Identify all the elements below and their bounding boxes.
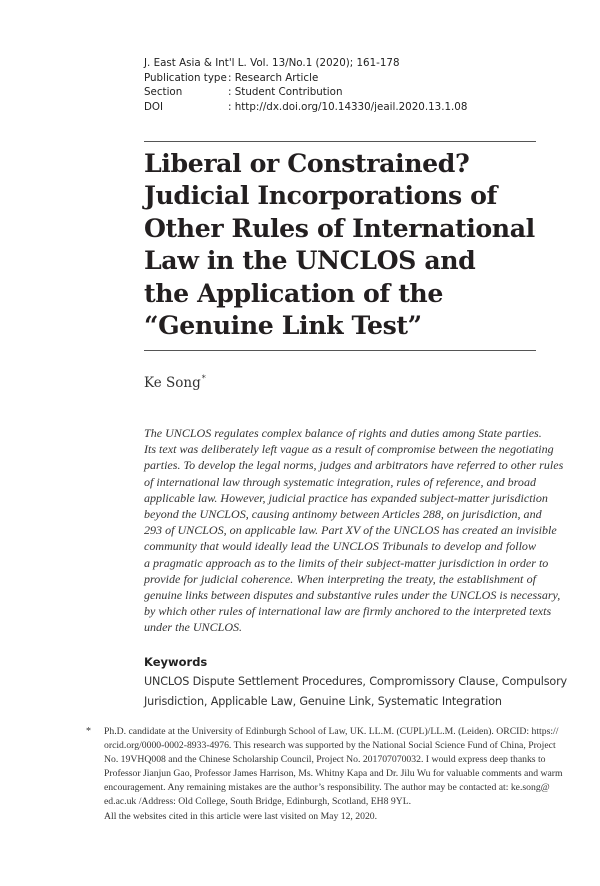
title-line: Judicial Incorporations of — [144, 180, 497, 211]
abstract-line: Its text was deliberately left vague as a result of compromise between the negotiating — [144, 442, 554, 457]
metadata-label: DOI — [144, 100, 164, 113]
footnote-line: orcid.org/0000-0002-8933-4976. This research was supported by the National Social Science Fund of China, Project — [104, 740, 556, 752]
abstract-line: by which other rules of international law are firmly anchored to the interpreted texts — [144, 604, 552, 619]
metadata-label: Section — [144, 86, 183, 99]
abstract-line: parties. To develop the legal norms, judges and arbitrators have referred to other rules — [144, 458, 564, 473]
article-title — [144, 147, 544, 341]
metadata-row-publication-type — [144, 71, 564, 86]
abstract-line: applicable law. However, judicial practice has expanded subject-matter jurisdiction — [144, 490, 548, 505]
metadata-value: : Student Contribution — [228, 86, 343, 99]
abstract-line: under the UNCLOS. — [144, 620, 243, 635]
author-name — [144, 374, 206, 391]
abstract-line: a pragmatic approach as to the limits of their subject-matter jurisdiction in order to — [144, 555, 549, 570]
footnote-line: No. 19VHQ008 and the Chinese Scholarship Council, Project No. 201707070032. I would express deep thanks to — [104, 754, 546, 766]
title-line: “Genuine Link Test” — [144, 310, 422, 341]
footnote-line: Ph.D. candidate at the University of Edinburgh School of Law, UK. LL.M. (CUPL)/LL.M. (Leiden). ORCID: https:// — [104, 726, 559, 737]
title-line: Law in the UNCLOS and — [144, 245, 476, 276]
title-line: the Application of the — [144, 277, 443, 308]
keywords-list — [144, 672, 568, 711]
abstract-line: of international law through systematic integration, rules of reference, and broad — [144, 474, 536, 489]
footnote-line: ed.ac.uk /Address: Old College, South Bridge, Edinburgh, Scotland, EH8 9YL. — [104, 796, 412, 808]
keywords-line: UNCLOS Dispute Settlement Procedures, Compromissory Clause, Compulsory — [144, 675, 568, 688]
footnote-mark: * — [86, 726, 91, 737]
abstract-line: 293 of UNCLOS, on applicable law. Part XV of the UNCLOS has created an invisible — [144, 523, 557, 538]
title-line: Other Rules of International — [144, 212, 535, 243]
author-footnote-mark[interactable]: * — [201, 374, 206, 383]
metadata-row-doi — [144, 100, 564, 115]
author-text: Ke Song — [144, 375, 201, 391]
title-line: Liberal or Constrained? — [144, 148, 470, 178]
keywords-heading: Keywords — [144, 655, 208, 669]
abstract-line: provide for judicial coherence. When interpreting the treaty, the establishment of — [144, 571, 536, 586]
journal-citation: J. East Asia & Int'l L. Vol. 13/No.1 (2020); 161-178 — [144, 57, 400, 69]
abstract-line: genuine links between disputes and substantive rules under the UNCLOS is necessary, — [144, 588, 561, 603]
abstract-line: The UNCLOS regulates complex balance of rights and duties among State parties. — [144, 426, 542, 440]
keywords-line: Jurisdiction, Applicable Law, Genuine Link, Systematic Integration — [144, 694, 502, 708]
abstract-line: community that would ideally lead the UNCLOS Tribunals to develop and follow — [144, 539, 536, 554]
publication-metadata — [144, 56, 564, 114]
footnote-line: Professor Jianjun Gao, Professor James Harrison, Ms. Whitny Kapa and Dr. Jilu Wu for valuable comments and warm — [104, 768, 563, 780]
author-footnote — [86, 725, 563, 824]
metadata-value: : Research Article — [228, 71, 319, 84]
footnote-line: All the websites cited in this article were last visited on May 12, 2020. — [104, 810, 378, 822]
metadata-row-section — [144, 85, 564, 100]
title-top-rule — [144, 141, 536, 142]
footnote-line: encouragement. Any remaining mistakes are the author’s responsibility. The author may be contacted at: ke.song@ — [104, 782, 550, 794]
abstract — [144, 425, 564, 636]
doi-link[interactable]: : http://dx.doi.org/10.14330/jeail.2020.13.1.08 — [228, 100, 468, 113]
metadata-label: Publication type — [144, 71, 227, 84]
title-bottom-rule — [144, 350, 536, 351]
abstract-line: beyond the UNCLOS, causing antinomy between Articles 288, on jurisdiction, and — [144, 507, 542, 522]
